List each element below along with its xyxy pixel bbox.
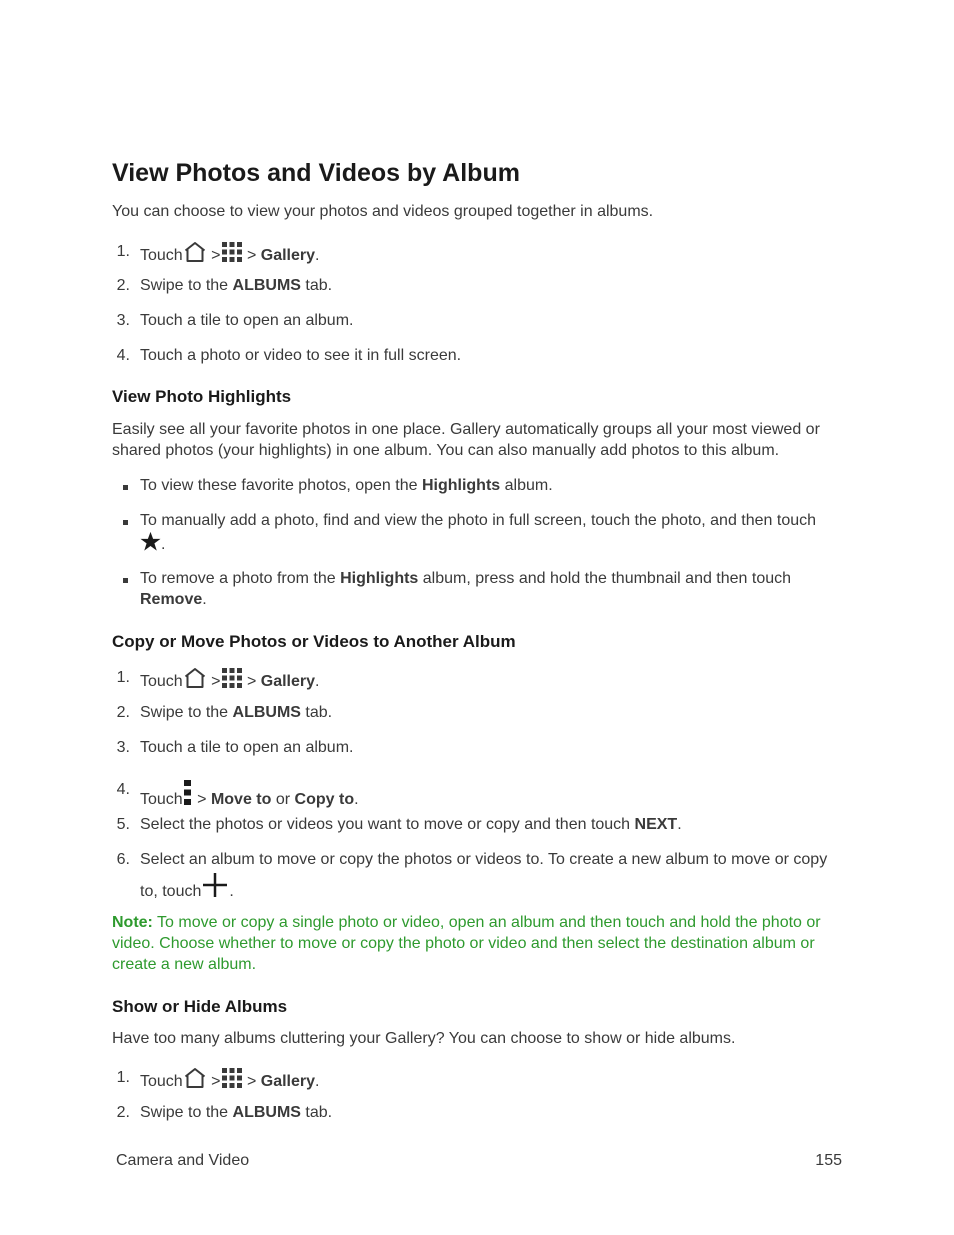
step-number: 5. xyxy=(116,816,130,833)
step-text: Touch > > Gallery. xyxy=(140,667,845,692)
home-icon xyxy=(183,1067,207,1089)
step-number: 1. xyxy=(116,669,130,686)
step-text: Swipe to the ALBUMS tab. xyxy=(140,277,333,294)
section-heading-copy-move: Copy or Move Photos or Videos to Another Album xyxy=(112,632,516,651)
apps-grid-icon xyxy=(221,241,243,263)
step-text: Touch > > Gallery. xyxy=(140,1067,845,1092)
step-text: Select an album to move or copy the photos or videos to. To create a new album to move or copy xyxy=(140,851,828,868)
step-text: Touch a photo or video to see it in full screen. xyxy=(140,347,462,364)
step-number: 1. xyxy=(116,1069,130,1086)
intro-text: You can choose to view your photos and videos grouped together in albums. xyxy=(112,203,654,220)
step-number: 2. xyxy=(116,704,130,721)
bullet-marker xyxy=(123,520,128,525)
star-icon xyxy=(140,531,161,551)
step-number: 6. xyxy=(116,851,130,868)
more-options-icon xyxy=(183,780,193,806)
step-number: 3. xyxy=(116,312,130,329)
step-number: 4. xyxy=(116,347,130,364)
step-number: 2. xyxy=(116,277,130,294)
apps-grid-icon xyxy=(221,667,243,689)
step-number: 1. xyxy=(116,243,130,260)
bullet-text: To remove a photo from the Highlights album, press and hold the thumbnail and then touch Remove. xyxy=(140,570,792,608)
step-text: Swipe to the ALBUMS tab. xyxy=(140,704,333,721)
home-icon xyxy=(183,667,207,689)
highlights-paragraph: Easily see all your favorite photos in one place. Gallery automatically groups all your most viewed or shared photos (your highlights) in one album. You can also manually add photos to this album. xyxy=(112,421,820,459)
step-text-continued: to, touch . xyxy=(140,872,845,902)
footer-section-name: Camera and Video xyxy=(116,1152,250,1169)
home-icon xyxy=(183,241,207,263)
section-heading-highlights: View Photo Highlights xyxy=(112,387,292,406)
apps-grid-icon xyxy=(221,1067,243,1089)
step-number: 4. xyxy=(116,781,130,798)
section-heading-show-hide: Show or Hide Albums xyxy=(112,997,288,1016)
plus-icon xyxy=(201,872,229,898)
bullet-marker xyxy=(123,578,128,583)
step-text: Swipe to the ALBUMS tab. xyxy=(140,1104,333,1121)
step-text: Touch > > Gallery. xyxy=(140,241,845,266)
note-paragraph: Note: To move or copy a single photo or video, open an album and then touch and hold the photo or video. Choose whether to move or copy the photo or video and then select the destination album or create a new album. xyxy=(112,914,821,973)
bullet-text: To view these favorite photos, open the Highlights album. xyxy=(140,477,553,494)
step-number: 3. xyxy=(116,739,130,756)
page-title: View Photos and Videos by Album xyxy=(112,159,520,187)
step-number: 2. xyxy=(116,1104,130,1121)
show-hide-paragraph: Have too many albums cluttering your Gallery? You can choose to show or hide albums. xyxy=(112,1030,736,1047)
bullet-text: To manually add a photo, find and view the photo in full screen, touch the photo, and then touch . xyxy=(140,512,817,553)
bullet-marker xyxy=(123,485,128,490)
footer-page-number: 155 xyxy=(815,1152,842,1169)
step-text: Select the photos or videos you want to move or copy and then touch NEXT. xyxy=(140,816,682,833)
step-text: Touch a tile to open an album. xyxy=(140,739,354,756)
step-text: Touch > Move to or Copy to. xyxy=(140,780,845,810)
step-text: Touch a tile to open an album. xyxy=(140,312,354,329)
